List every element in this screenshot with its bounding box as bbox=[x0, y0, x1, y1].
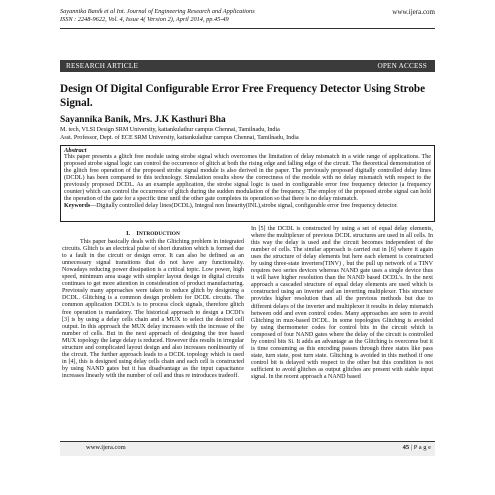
author-affiliations bbox=[60, 127, 435, 142]
citation-line-1: Sayannika Banik et al Int. Journal of Engineering Research and Applications bbox=[60, 8, 255, 15]
journal-website[interactable]: www.ijera.com bbox=[392, 8, 435, 16]
journal-citation bbox=[60, 8, 360, 24]
abstract-heading: Abstract bbox=[64, 147, 87, 154]
paper-authors: Sayannika Banik, Mrs. J.K Kasthuri Bha bbox=[60, 115, 226, 125]
introduction-heading bbox=[62, 230, 244, 238]
keywords-text: —Digitally controlled delay lines(DCDL), Integral non linearity(INL),strobe signal, configurable error free frequency detector. bbox=[90, 203, 398, 210]
footer-page-indicator bbox=[403, 442, 431, 454]
right-column-paragraph: In [5] the DCDL is constructed by using a set of equal delay elements, where the multiplexer of previous DCDL structures are used in all cells. In this way the delay is used and the circuit becomes independent of the number of cells. The similar approach is carried out in [6] where it again uses the structure of delay elements but here each element is constructed by using three-state inverters(TINV) , but the pull up network of a TINV requires two series devices whereas NAND gate uses a single device thus it will have higher resolution than the NAND based DCDL's. In the next approach a cascaded structure of equal delay elements are used which is constructed using an inverter and an inverting multiplexer. This structure provides higher resolution than all the previous methods but due to different delays of the inverter and multiplexer it results in delay mismatch between odd and even control codes. Many approaches are seen to avoid Glitching in mux-based DCDL. In some topologies Glitching is avoided by using thermometer codes for control bits in the circuit which is composed of four NAND gates where the delay of the circuit is controlled by control bits Si. It adds an advantage as the Glitching is overcome but it is time consuming as this encoding passes through three states like pass state, turn state, post turn state. Glitching is avoided in this method if one control bit is delayed with respect to the other but this condition is not sufficient to avoid glitches as output glitches are present with stable input signal. In the recent approach a NAND based bbox=[251, 226, 433, 380]
article-type-banner bbox=[60, 60, 435, 72]
abstract-box bbox=[60, 145, 435, 222]
open-access-label: OPEN ACCESS bbox=[377, 62, 427, 70]
page-header bbox=[60, 6, 435, 29]
section-number: I. bbox=[126, 230, 131, 237]
section-title-initial: I bbox=[136, 230, 139, 237]
section-title-rest: NTRODUCTION bbox=[138, 231, 180, 237]
page-number: 45 bbox=[402, 444, 410, 451]
paper-title: Design Of Digital Configurable Error Free Frequency Detector Using Strobe Signal. bbox=[60, 83, 426, 109]
page-label: | P a g e bbox=[410, 444, 431, 451]
affiliation-2: Asst. Professor, Dept. of ECE SRM University, kattankulathur campus Chennai, Tamilnadu, India bbox=[60, 134, 299, 141]
right-column bbox=[251, 226, 433, 381]
affiliation-1: M. tech, VLSI Design SRM University, kattankulathur campus Chennai, Tamilnadu, India bbox=[60, 127, 280, 133]
abstract-body: This paper presents a glitch free module using strobe signal which overcomes the limitation of delay mismatch in a wide range of applications. The proposed strobe signal logic can control the occurrence of glitch at both the rising edge and falling edge of the circuit. The theoretical demonstration of the glitch free operation of the proposed strobe signal module is also derived in the paper. The previously proposed digitally controlled delay lines (DCDL) has been compared to this technology. Simulation results show the correctness of the module with no delay mismatch with respect to the previously proposed DCDL. As an example application, the strobe signal logic is used in configurable error free frequency detector (a frequency counter) which can control the occurrence of glitch during the sudden modulation of the frequency. The employ of the proposed strobe signal can hold the operation of the gate for a specific time until the other gate completes its operation so that there is no delay mismatch. bbox=[64, 154, 431, 203]
page-footer bbox=[60, 441, 435, 456]
footer-website[interactable]: www.ijera.com bbox=[86, 444, 126, 451]
introduction-paragraph: This paper basically deals with the Glitching problem in integrated circuits. Glitch is an electrical pulse of short duration which is formed due to a fault in the circuit or design error. It can also be defined as an unnecessary signal transitions that do not have any functionality. Nowadays reducing power dissipation is a critical topic. Low power, high speed, minimum area usage with simpler layout design in digital circuits continues to get more attention in consideration of product manufacturing. Previously many approaches were taken to reduce glitch by designing a DCDL. Glitching is a common design problem for DCDL circuits. The common application DCDL's is to process clock signals, therefore glitch free operation is mandatory. The historical approach to design a DCDI's [3] is by using a delay cells chain and a MUX to select the desired cell output. In this approach the MUX delay increases with the increase of the number of cells. But in the next approach of designing the tree based MUX topology the large delay is reduced. However this results in irregular structure and complicated layout design and also increases nonlinearity of the circuit. The further approach leads to a DCDL topology which is used in [4], this is designed using delay cells chain and each cell is constructed by using NAND gates but it has disadvantage as the input capacitance increases linearly with the number of cell and thus re introduces tradeoff. bbox=[62, 239, 244, 379]
citation-line-2: ISSN : 2248-9622, Vol. 4, Issue 4( Version 2), April 2014, pp.45-49 bbox=[60, 16, 229, 23]
keywords-label: Keywords bbox=[64, 203, 91, 210]
left-column bbox=[62, 230, 244, 380]
research-article-label: RESEARCH ARTICLE bbox=[66, 62, 139, 70]
keywords-line bbox=[64, 203, 431, 210]
